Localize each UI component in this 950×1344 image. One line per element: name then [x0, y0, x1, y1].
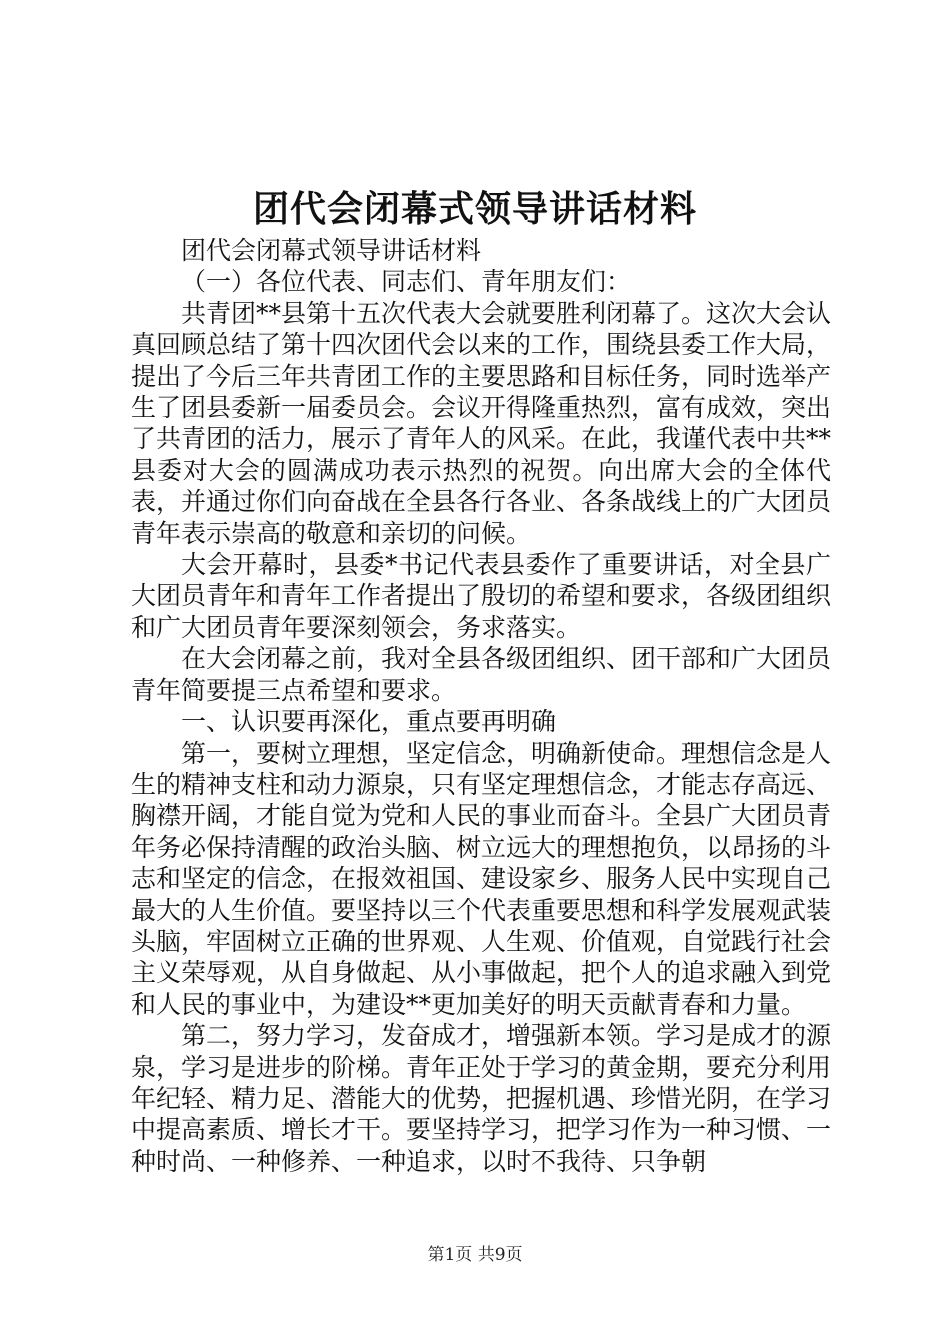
body-paragraph: 第二，努力学习，发奋成才，增强新本领。学习是成才的源泉，学习是进步的阶梯。青年正处于学习的黄金期，要充分利用年纪轻、精力足、潜能大的优势，把握机遇、珍惜光阴，在学习中提高素质、增长才干。要坚持学习，把学习作为一种习惯、一种时尚、一种修养、一种追求，以时不我待、只争朝	[131, 1021, 832, 1176]
body-paragraph: 在大会闭幕之前，我对全县各级团组织、团干部和广大团员青年简要提三点希望和要求。	[131, 644, 832, 705]
body-paragraph: 大会开幕时，县委*书记代表县委作了重要讲话，对全县广大团员青年和青年工作者提出了殷切的希望和要求，各级团组织和广大团员青年要深刻领会，务求落实。	[131, 550, 832, 642]
page-number-footer: 第1页 共9页	[427, 1245, 523, 1265]
subtitle-paragraph: 团代会闭幕式领导讲话材料	[181, 236, 482, 265]
body-paragraph: 第一，要树立理想，坚定信念，明确新使命。理想信念是人生的精神支柱和动力源泉，只有坚定理想信念，才能志存高远、胸襟开阔，才能自觉为党和人民的事业而奋斗。全县广大团员青年务必保持清醒的政治头脑、树立远大的理想抱负，以昂扬的斗志和坚定的信念，在报效祖国、建设家乡、服务人民中实现自己最大的人生价值。要坚持以三个代表重要思想和科学发展观武装头脑，牢固树立正确的世界观、人生观、价值观，自觉践行社会主义荣辱观，从自身做起、从小事做起，把个人的追求融入到党和人民的事业中，为建设**更加美好的明天贡献青春和力量。	[131, 738, 832, 1019]
section-heading: 一、认识要再深化，重点要再明确	[181, 707, 557, 737]
salutation-paragraph: （一）各位代表、同志们、青年朋友们：	[181, 267, 632, 297]
document-title: 团代会闭幕式领导讲话材料	[252, 188, 697, 230]
body-paragraph: 共青团**县第十五次代表大会就要胜利闭幕了。这次大会认真回顾总结了第十四次团代会以来的工作，围绕县委工作大局，提出了今后三年共青团工作的主要思路和目标任务，同时选举产生了团县委新一届委员会。会议开得隆重热烈，富有成效，突出了共青团的活力，展示了青年人的风采。在此，我谨代表中共**县委对大会的圆满成功表示热烈的祝贺。向出席大会的全体代表，并通过你们向奋战在全县各行各业、各条战线上的广大团员青年表示崇高的敬意和亲切的问候。	[131, 298, 832, 548]
document-body	[131, 235, 831, 1177]
